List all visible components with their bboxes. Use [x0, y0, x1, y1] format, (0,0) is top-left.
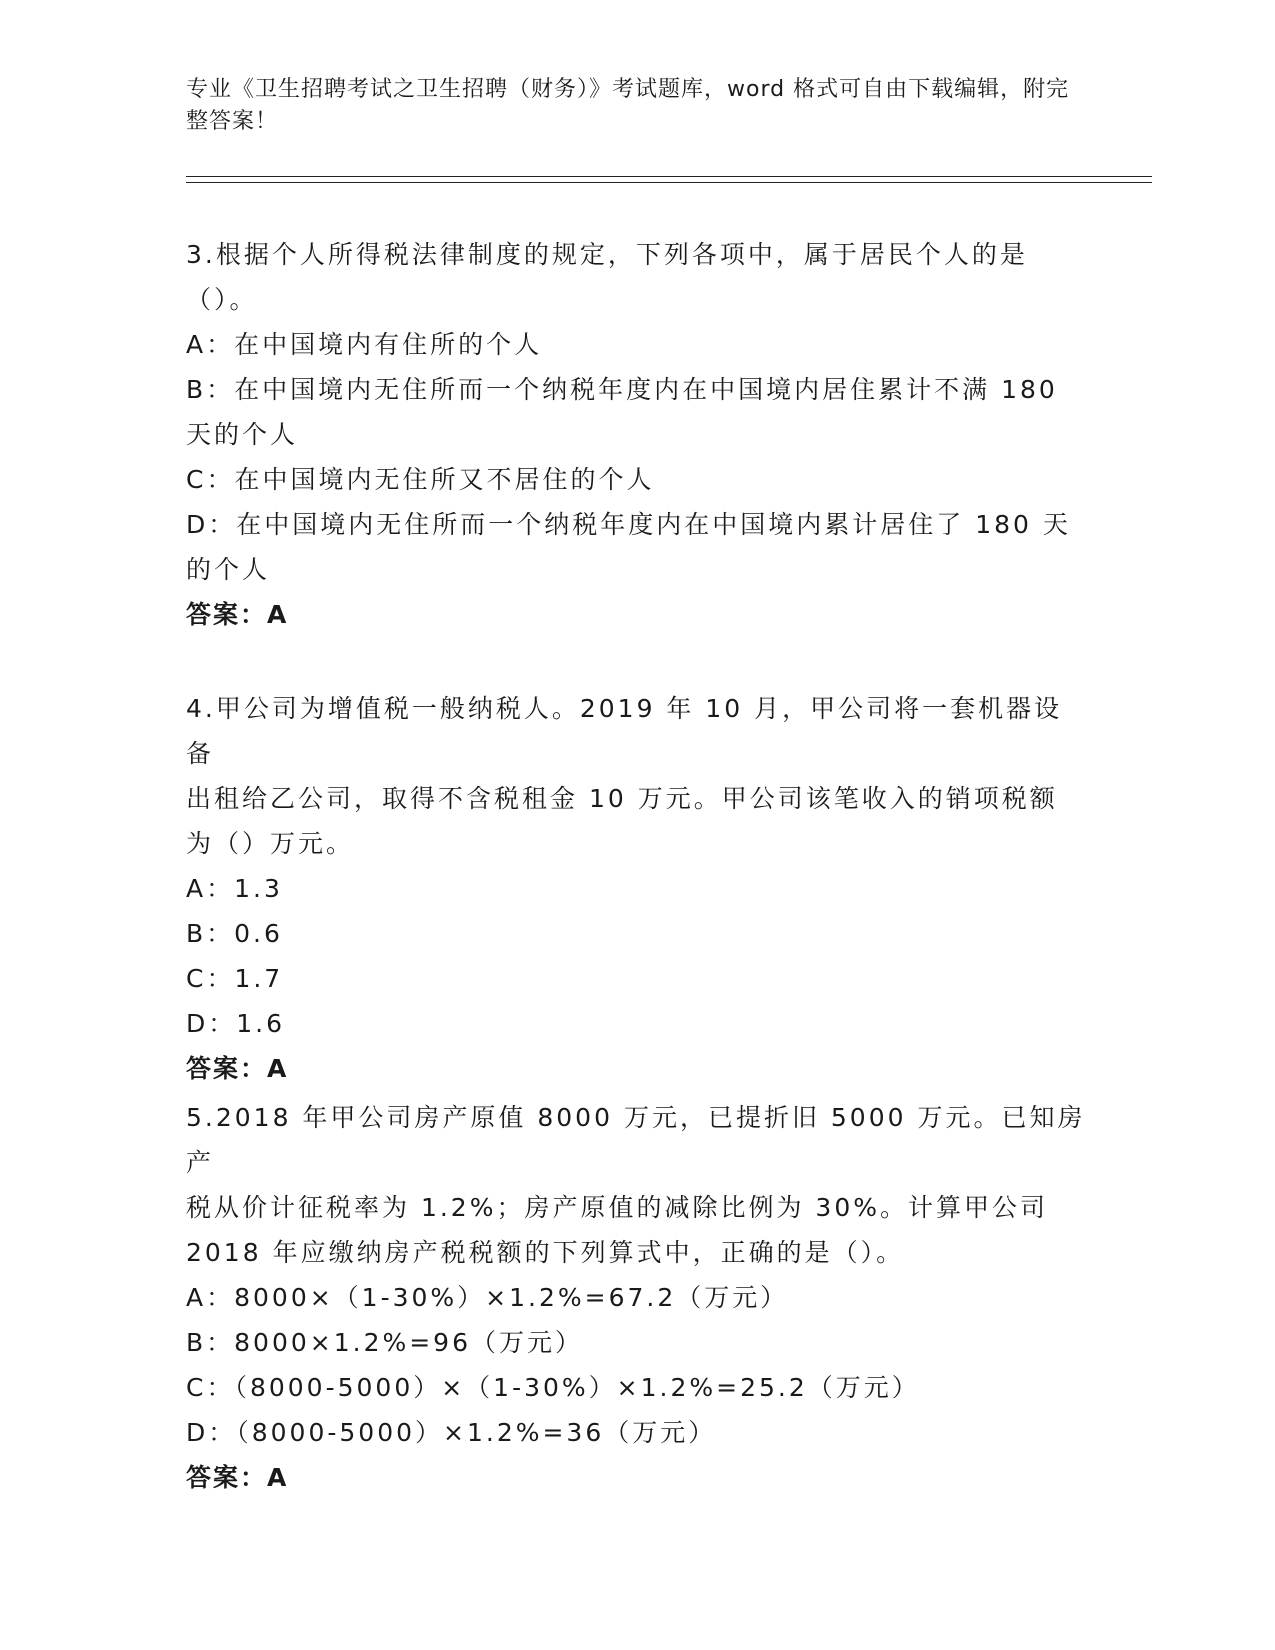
option-d: D：在中国境内无住所而一个纳税年度内在中国境内累计居住了 180 天 的个人 [186, 510, 1071, 584]
answer: 答案：A [186, 600, 289, 629]
option-a: A：1.3 [186, 874, 283, 903]
question-stem: 5.2018 年甲公司房产原值 8000 万元，已提折旧 5000 万元。已知房产 税从价计征税率为 1.2%；房产原值的减除比例为 30%。计算甲公司 2018 年应缴纳房产税税额的下列算式中，正确的是（）。 [186, 1103, 1086, 1267]
answer: 答案：A [186, 1054, 289, 1083]
option-d: D：（8000-5000）×1.2%=36（万元） [186, 1418, 717, 1447]
option-c: C：1.7 [186, 964, 284, 993]
question-stem: 3.根据个人所得税法律制度的规定，下列各项中，属于居民个人的是 （）。 [186, 240, 1028, 314]
header-divider-bottom [186, 182, 1152, 183]
question-4 [186, 686, 1086, 1091]
question-5 [186, 1095, 1086, 1500]
option-b: B：8000×1.2%=96（万元） [186, 1328, 583, 1357]
option-d: D：1.6 [186, 1009, 286, 1038]
question-stem: 4.甲公司为增值税一般纳税人。2019 年 10 月，甲公司将一套机器设备 出租给乙公司，取得不含税租金 10 万元。甲公司该笔收入的销项税额 为（）万元。 [186, 694, 1063, 858]
option-a: A：8000×（1-30%）×1.2%=67.2（万元） [186, 1283, 789, 1312]
option-b: B：0.6 [186, 919, 283, 948]
option-c: C：在中国境内无住所又不居住的个人 [186, 465, 655, 494]
question-3 [186, 232, 1086, 637]
option-b: B：在中国境内无住所而一个纳税年度内在中国境内居住累计不满 180 天的个人 [186, 375, 1058, 449]
document-header: 专业《卫生招聘考试之卫生招聘（财务）》考试题库，word 格式可自由下载编辑，附完整答案！ [186, 77, 1070, 134]
option-a: A：在中国境内有住所的个人 [186, 330, 543, 359]
answer: 答案：A [186, 1463, 289, 1492]
option-c: C：（8000-5000）×（1-30%）×1.2%=25.2（万元） [186, 1373, 920, 1402]
header-divider-top [186, 176, 1152, 177]
